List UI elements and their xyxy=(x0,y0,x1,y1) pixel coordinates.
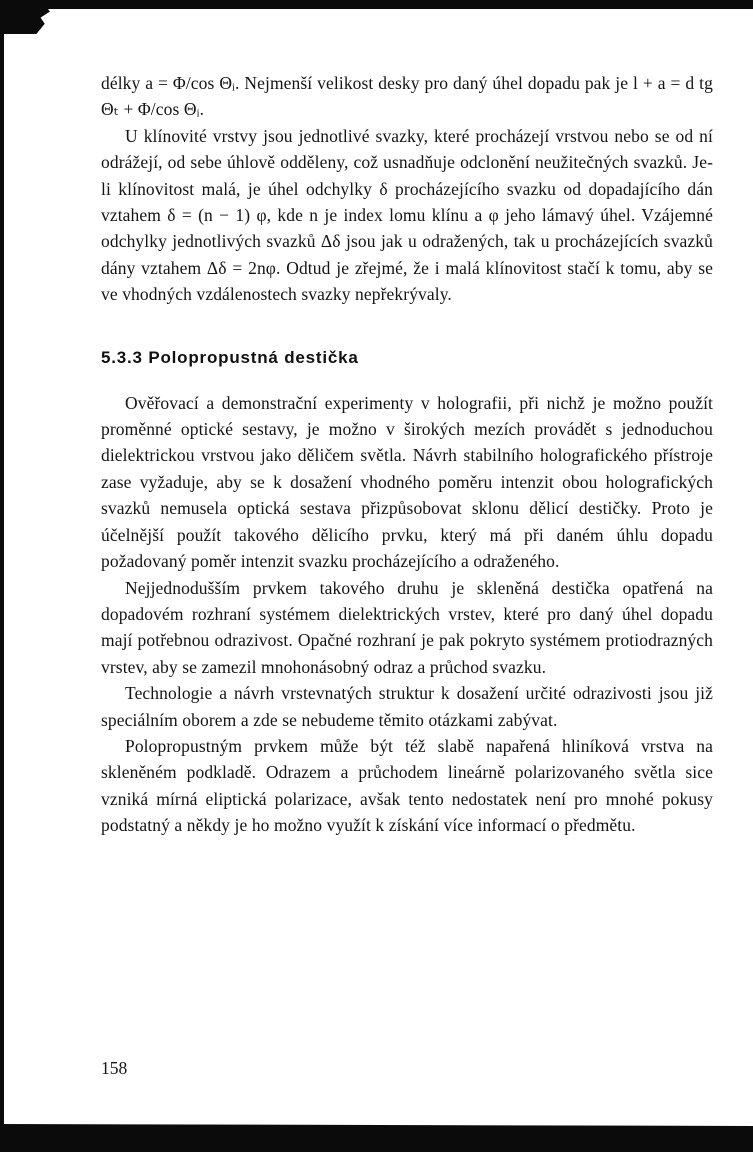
section-heading: 5.3.3 Polopropustná destička xyxy=(101,347,359,367)
scan-edge-top xyxy=(0,0,753,9)
scan-edge-left xyxy=(0,0,4,1152)
paragraph: Nejjednodušším prvkem takového druhu je skleněná destička opatřená na dopadovém rozhraní systémem dielektrických vrstev, které pro daný úhel dopadu mají potřebnou odrazivost. Opačné rozhraní je pak pokryto systémem protiodrazných vrstev, aby se zamezil mnohonásobný odraz a průchod svazku. xyxy=(101,577,713,677)
text-block xyxy=(101,70,713,839)
paragraph: Ověřovací a demonstrační experimenty v holografii, při nichž je možno použít proměnné optické sestavy, je možno v širokých mezích provádět s jednoduchou dielektrickou vrstvou jako děličem světla. Návrh stabilního holografického přístroje zase vyžaduje, aby se k dosažení vhodného poměru intenzit obou holografických svazků nemusela optická sestava přizpůsobovat sklonu dělicí destičky. Proto je účelnější použít takového dělicího prvku, který má při daném úhlu dopadu požadovaný poměr intenzit svazku procházejícího a odraženého. xyxy=(101,392,713,572)
paragraph: Technologie a návrh vrstevnatých struktur k dosažení určité odrazivosti jsou již speciálním oborem a zde se nebudeme těmito otázkami zabývat. xyxy=(101,683,713,730)
scan-corner-artifact xyxy=(0,0,52,34)
scan-edge-bottom xyxy=(0,1128,753,1152)
paragraph: Polopropustným prvkem může být též slabě napařená hliníková vrstva na skleněném podkladě. Odrazem a průchodem lineárně polarizovaného světla sice vzniká mírná eliptická polarizace, avšak tento nedostatek není pro mnohé pokusy podstatný a někdy je ho možno využít k získání více informací o předmětu. xyxy=(101,735,713,836)
page-number: 158 xyxy=(101,1058,128,1078)
paragraph: U klínovité vrstvy jsou jednotlivé svazky, které procházejí vrstvou nebo se od ní odrážejí, od sebe úhlově odděleny, což usnadňuje odclonění neužitečných svazků. Je-li klínovitost malá, je úhel odchylky δ procházejícího svazku od dopadajícího dán vztahem δ = (n − 1) φ, kde n je index lomu klínu a φ jeho lámavý úhel. Vzájemné odchylky jednotlivých svazků Δδ jsou jak u odražených, tak u procházejících svazků dány vztahem Δδ = 2nφ. Odtud je zřejmé, že i malá klínovitost stačí k tomu, aby se ve vhodných vzdálenostech svazky nepřekrývaly. xyxy=(101,125,713,305)
paragraph-continuation: délky a = Φ/cos Θᵢ. Nejmenší velikost desky pro daný úhel dopadu pak je l + a = d tg Θₜ + Φ/cos Θᵢ. xyxy=(101,73,713,120)
